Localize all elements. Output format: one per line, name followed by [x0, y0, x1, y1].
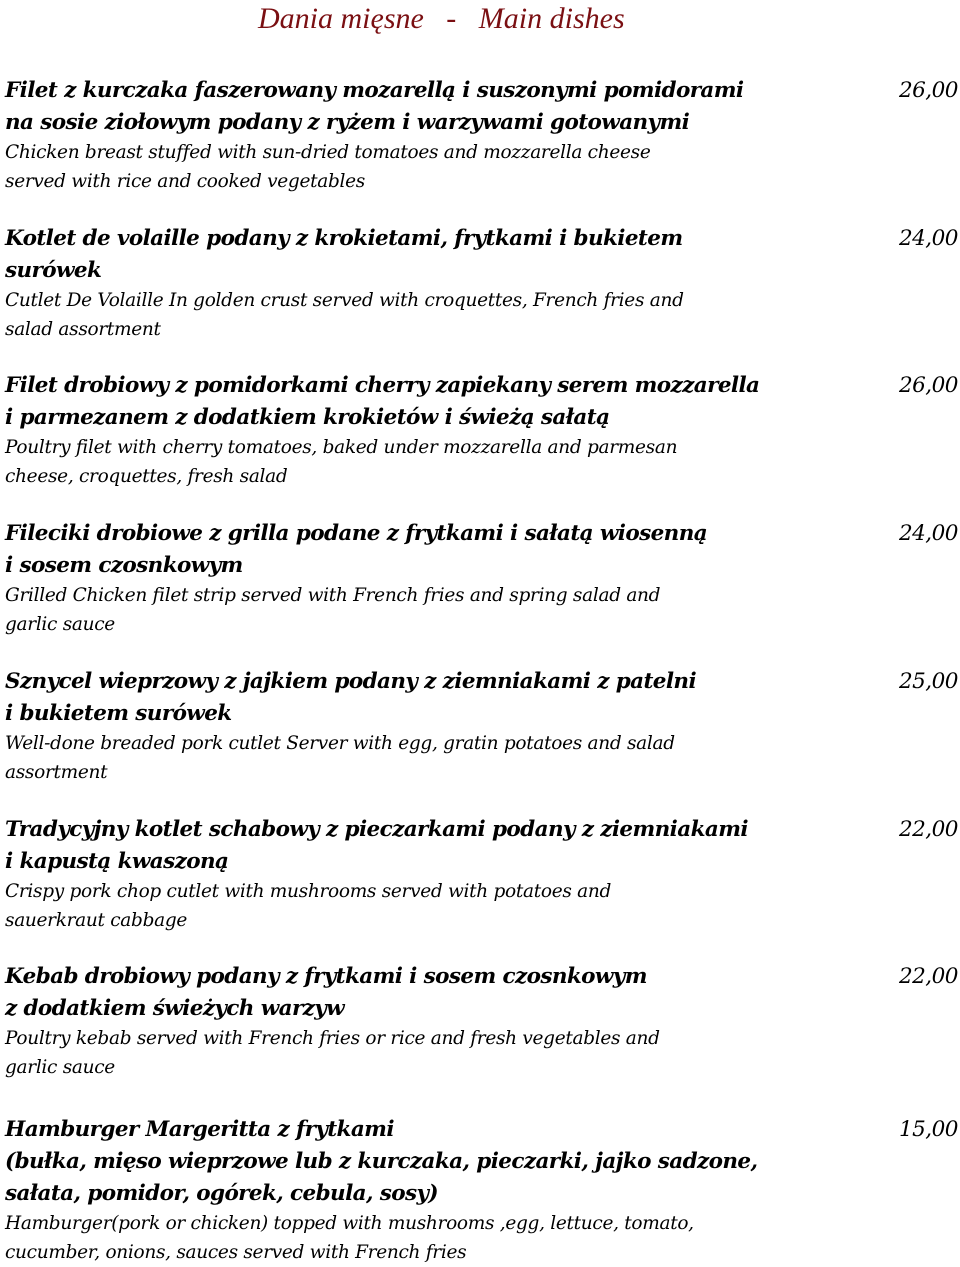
menu-item — [5, 75, 960, 196]
menu-item-price: 24,00 — [898, 226, 958, 251]
menu-item — [5, 1114, 960, 1267]
menu-item-price: 22,00 — [898, 817, 958, 842]
menu-item-description: Hamburger(pork or chicken) topped with mushrooms ,egg, lettuce, tomato, cucumber, onions, sauces served with French fries — [5, 1213, 694, 1263]
menu-item-description: Poultry filet with cherry tomatoes, baked under mozzarella and parmesan cheese, croquettes, fresh salad — [5, 437, 678, 487]
menu-item-name: Kebab drobiowy podany z frytkami i sosem czosnkowym z dodatkiem świeżych warzyw — [5, 964, 647, 1021]
menu-item-name: Filet drobiowy z pomidorkami cherry zapiekany serem mozzarella i parmezanem z dodatkiem krokietów i świeżą sałatą — [5, 373, 760, 430]
menu-item-price: 25,00 — [898, 669, 958, 694]
menu-item-price: 15,00 — [898, 1117, 958, 1142]
menu-item-name: Fileciki drobiowe z grilla podane z frytkami i sałatą wiosenną i sosem czosnkowym — [5, 521, 708, 578]
menu-item-name: Sznycel wieprzowy z jajkiem podany z ziemniakami z patelni i bukietem surówek — [5, 669, 697, 726]
menu-item-description: Cutlet De Volaille In golden crust served with croquettes, French fries and salad assortment — [5, 290, 684, 340]
menu-item — [5, 666, 960, 787]
menu-item-description: Chicken breast stuffed with sun-dried tomatoes and mozzarella cheese served with rice and cooked vegetables — [5, 142, 651, 192]
menu-item-price: 22,00 — [898, 964, 958, 989]
menu-item-description: Well-done breaded pork cutlet Server with egg, gratin potatoes and salad assortment — [5, 733, 675, 783]
menu-item — [5, 223, 960, 344]
menu-item-description: Grilled Chicken filet strip served with French fries and spring salad and garlic sauce — [5, 585, 661, 635]
menu-item-description: Crispy pork chop cutlet with mushrooms served with potatoes and sauerkraut cabbage — [5, 881, 612, 931]
menu-item-name: Hamburger Margeritta z frytkami (bułka, mięso wieprzowe lub z kurczaka, pieczarki, jajko sadzone, sałata, pomidor, ogórek, cebula, sosy) — [5, 1117, 758, 1206]
menu-item-price: 26,00 — [898, 373, 958, 398]
menu-item-price: 24,00 — [898, 521, 958, 546]
menu-item — [5, 961, 960, 1082]
menu-item-description: Poultry kebab served with French fries or rice and fresh vegetables and garlic sauce — [5, 1028, 660, 1078]
menu-item-price: 26,00 — [898, 78, 958, 103]
menu-item — [5, 370, 960, 491]
menu-item — [5, 814, 960, 935]
menu-item — [5, 518, 960, 639]
menu-item-name: Tradycyjny kotlet schabowy z pieczarkami podany z ziemniakami i kapustą kwaszoną — [5, 817, 748, 874]
page-title: Dania mięsne - Main dishes — [258, 2, 625, 35]
menu-item-name: Filet z kurczaka faszerowany mozarellą i suszonymi pomidorami na sosie ziołowym podany z ryżem i warzywami gotowanymi — [5, 78, 744, 135]
menu-item-name: Kotlet de volaille podany z krokietami, frytkami i bukietem surówek — [5, 226, 683, 283]
